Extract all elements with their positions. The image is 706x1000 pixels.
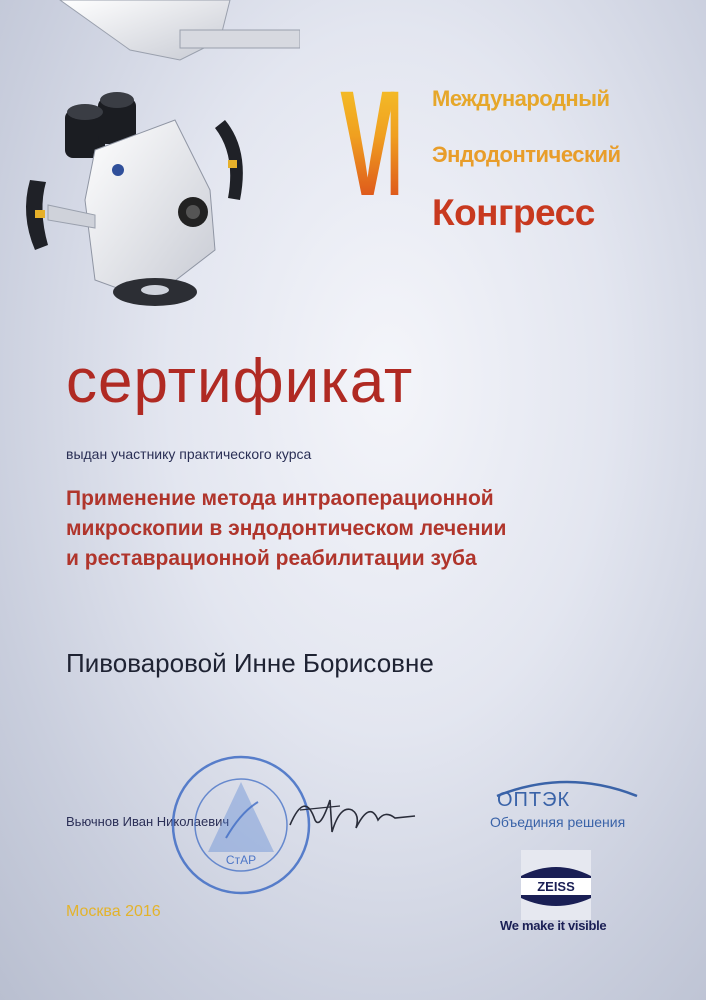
zeiss-logo <box>519 848 593 922</box>
course-title-line: и реставрационной реабилитации зуба <box>66 547 477 570</box>
congress-line-3: Конгресс <box>432 192 595 233</box>
participant-name: Пивоваровой Инне Борисовне <box>66 648 434 678</box>
signature <box>260 770 420 850</box>
optek-slogan: Объединяя решения <box>490 814 626 830</box>
zeiss-slogan: We make it visible <box>500 918 607 933</box>
city-year: Москва 2016 <box>66 903 161 920</box>
issued-to-text: выдан участнику практического курса <box>66 446 312 462</box>
signer-name: Вьючнов Иван Николаевич <box>66 814 230 829</box>
course-title-line: микроскопии в эндодонтическом лечении <box>66 517 507 540</box>
microscope-image <box>0 0 300 320</box>
optek-logo: ОПТЭК <box>497 789 571 811</box>
congress-line-1: Международный <box>432 86 610 111</box>
course-title-line: Применение метода интраоперационной <box>66 487 494 510</box>
roman-numeral: VI <box>340 59 399 227</box>
zeiss-wordmark: ZEISS <box>537 879 575 894</box>
course-title <box>66 484 626 574</box>
congress-line-2: Эндодонтический <box>432 142 621 167</box>
stamp-text: СтАР <box>225 853 257 867</box>
certificate-title: сертификат <box>66 347 414 416</box>
